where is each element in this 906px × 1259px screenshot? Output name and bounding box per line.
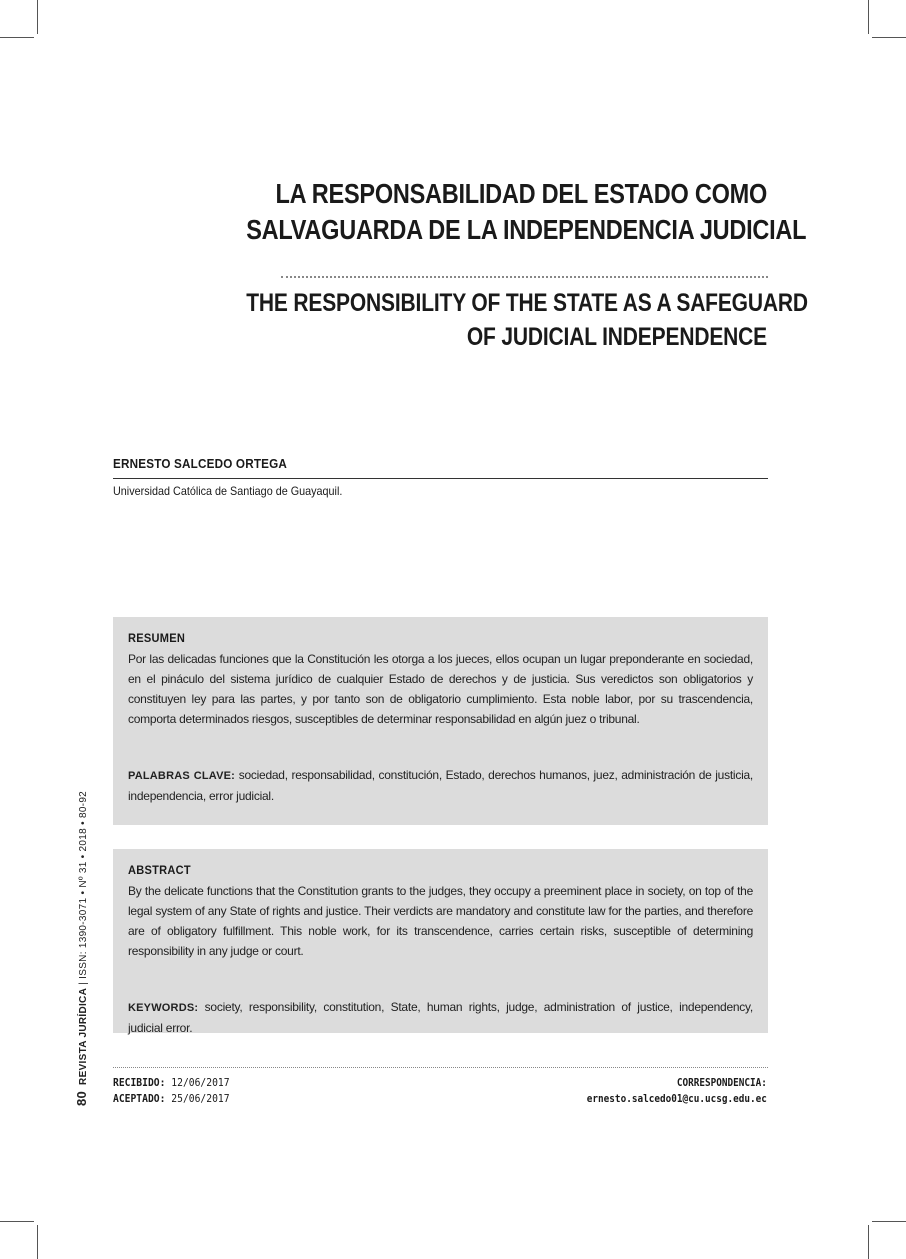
correspondence-label: CORRESPONDENCIA: [676, 1076, 767, 1089]
accepted-value: 25/06/2017 [165, 1092, 230, 1105]
abstract-box [113, 849, 768, 1033]
resumen-body: Por las delicadas funciones que la Constitución les otorga a los jueces, ellos ocupan un lugar preponderante en sociedad, en el pináculo del sistema jurídico de cualquier Estado de derechos y de justicia. Sus veredictos son obligatorios y constituyen ley para las partes, y por tanto son de obligatorio cumplimiento. Esta noble labor, por su trascendencia, comporta determinados riesgos, susceptibles de determinar responsabilidad en algún juez o tribunal. [128, 652, 753, 726]
title-spanish-line-2: SALVAGUARDA DE LA INDEPENDENCIA JUDICIAL [246, 214, 807, 245]
title-divider [281, 276, 768, 278]
crop-mark [868, 1225, 869, 1259]
title-english [246, 286, 808, 354]
side-strip [74, 791, 89, 1106]
dates [113, 1075, 230, 1107]
palabras-clave [128, 765, 753, 806]
palabras-clave-label: PALABRAS CLAVE: [128, 770, 236, 782]
correspondence-email[interactable]: ernesto.salcedo01@cu.ucsg.edu.ec [586, 1092, 767, 1105]
author-divider [113, 478, 768, 479]
crop-mark [37, 1225, 38, 1259]
journal-name: REVISTA JURÍDICA [78, 987, 89, 1085]
crop-mark [0, 1221, 34, 1222]
title-spanish-line-1: LA RESPONSABILIDAD DEL ESTADO COMO [275, 178, 767, 209]
keywords-text: society, responsibility, constitution, State, human rights, judge, administration of justice, independency, judicial error. [128, 1000, 753, 1035]
abstract-body: By the delicate functions that the Constitution grants to the judges, they occupy a preeminent place in society, on top of the legal system of any State of rights and justice. Their verdicts are mandatory and constitute law for the parties, and therefore are of obligatory fulfillment. This noble work, for its transcendence, carries certain risks, susceptible of determining responsibility in any judge or court. [128, 884, 753, 958]
crop-mark [872, 1221, 906, 1222]
crop-mark [868, 0, 869, 34]
title-english-line-2: OF JUDICIAL INDEPENDENCE [466, 323, 767, 351]
resumen-heading: RESUMEN [128, 631, 186, 645]
journal-info: | ISSN: 1390-3071 • Nº 31 • 2018 • 80-92 [78, 790, 89, 988]
title-spanish [246, 176, 807, 248]
author-affiliation: Universidad Católica de Santiago de Guayaquil. [113, 484, 343, 498]
received-value: 12/06/2017 [165, 1076, 230, 1089]
author-name: ERNESTO SALCEDO ORTEGA [113, 456, 288, 471]
abstract-heading: ABSTRACT [128, 863, 191, 877]
accepted-label: ACEPTADO: [113, 1092, 166, 1105]
accepted-date [113, 1091, 230, 1107]
resumen-box [113, 617, 768, 825]
received-label: RECIBIDO: [113, 1076, 166, 1089]
page-number: 80 [74, 1090, 89, 1106]
received-date [113, 1075, 230, 1091]
keywords-label: KEYWORDS: [128, 1002, 199, 1014]
crop-mark [0, 37, 34, 38]
crop-mark [37, 0, 38, 34]
crop-mark [872, 37, 906, 38]
keywords [128, 997, 753, 1038]
footer-divider [113, 1067, 768, 1068]
title-english-line-1: THE RESPONSIBILITY OF THE STATE AS A SAFEGUARD [246, 289, 808, 317]
correspondence [587, 1075, 767, 1107]
palabras-clave-text: sociedad, responsabilidad, constitución, Estado, derechos humanos, juez, administración de justicia, independencia, error judicial. [128, 768, 754, 803]
